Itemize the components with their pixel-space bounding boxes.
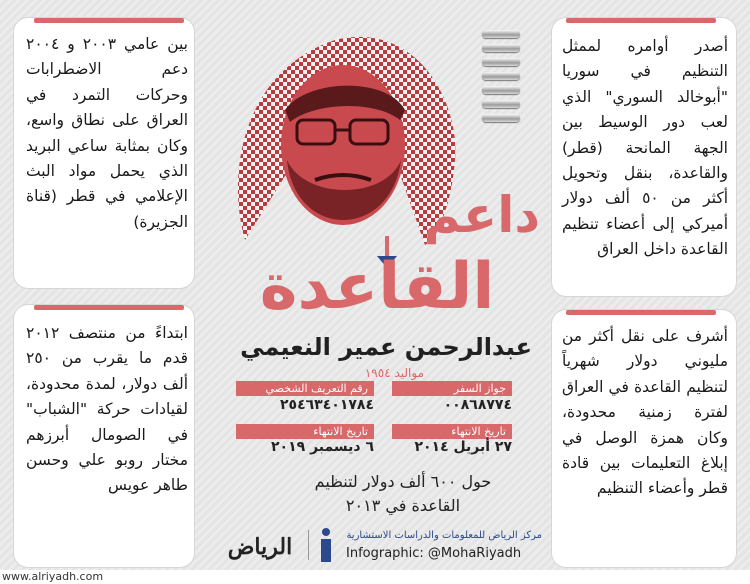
title-line2: القاعدة [259, 250, 495, 324]
person-born: مواليد ١٩٥٤ [364, 366, 424, 380]
summary-text: حول ٦٠٠ ألف دولار لتنظيم القاعدة في ٢٠١٣ [314, 472, 492, 515]
panel-top-left-text: بين عامي ٢٠٠٣ و ٢٠٠٤ دعم الاضطرابات وحركات التمرد في العراق على نطاق واسع، وكان بمثابة ساعي البريد الذي يحمل مواد البث الإعلامي في قطر (قناة الجزيرة) [26, 35, 188, 231]
panel-bottom-left-text: ابتداءً من منتصف ٢٠١٢ قدم ما يقرب من ٢٥٠ ألف دولار، لمدة محدودة، لقيادات حركة "الشباب" في الصومال أبرزهم مختار روبو علي وحسن طاهر عويس [26, 324, 188, 495]
spiral-ring [482, 44, 520, 52]
id-expiry-label: تاريخ الانتهاء [236, 424, 374, 439]
panel-accent-bar [34, 18, 184, 23]
infographic-credit: Infographic: @MohaRiyadh [346, 546, 522, 561]
info-icon [318, 528, 334, 562]
spiral-ring [482, 72, 520, 80]
id-number-label: رقم التعريف الشخصي [236, 381, 374, 396]
panel-bottom-right [552, 310, 736, 567]
passport-value: ٠٠٨٦٨٧٧٤ [443, 397, 512, 413]
passport-expiry-value: ٢٧ أبريل ٢٠١٤ [414, 439, 512, 455]
panel-accent-bar [566, 310, 716, 315]
spiral-ring [482, 30, 520, 38]
panel-bottom-right-text: أشرف على نقل أكثر من مليوني دولار شهرياً لتنظيم القاعدة في العراق لفترة زمنية محدودة، وكان همزة الوصل في إبلاغ التعليمات بين قادة قطر وأعضاء التنظيم [562, 327, 728, 498]
passport-label: جواز السفر [392, 381, 512, 396]
panel-top-right-text: أصدر أوامره لممثل التنظيم في سوريا "أبوخالد السوري" الذي لعب دور الوسيط بين الجهة المانحة (قطر) والقاعدة، بنقل وتحويل أكثر من ٥٠ ألف دولار أميركي إلى أعضاء تنظيم القاعدة داخل العراق [562, 37, 729, 259]
spiral-ring [482, 114, 520, 122]
footer-strip [0, 570, 750, 584]
spiral-ring [482, 58, 520, 66]
passport-expiry-label: تاريخ الانتهاء [392, 424, 512, 439]
newspaper-logo: الرياض [227, 534, 293, 560]
id-expiry-value: ٦ ديسمبر ٢٠١٩ [271, 439, 374, 455]
panel-accent-bar [566, 18, 716, 23]
center-name: مركز الرياض للمعلومات والدراسات الاستشارية [346, 530, 542, 541]
site-url: www.alriyadh.com [2, 570, 104, 583]
panel-accent-bar [34, 305, 184, 310]
panel-top-right [552, 18, 736, 296]
id-number-value: ٢٥٤٦٣٤٠١٧٨٤ [280, 397, 374, 413]
spiral-ring [482, 86, 520, 94]
panel-top-left [14, 18, 194, 288]
panel-bottom-left [14, 305, 194, 567]
spiral-ring [482, 100, 520, 108]
person-name: عبدالرحمن عمير النعيمي [240, 333, 532, 361]
title-line1: داعم [423, 186, 540, 244]
divider [308, 530, 309, 560]
